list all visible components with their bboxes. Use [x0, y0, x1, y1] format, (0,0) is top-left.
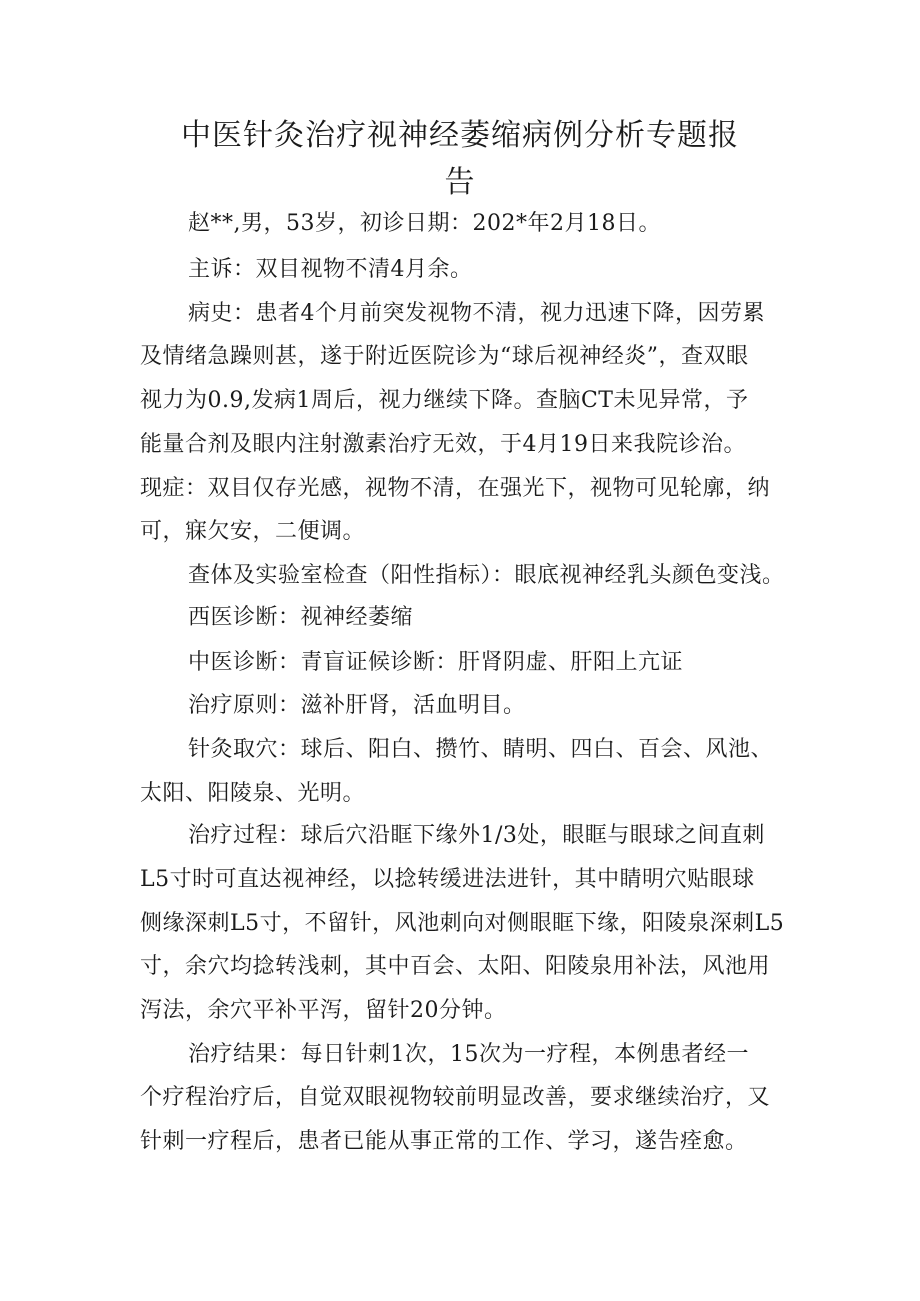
result-line-3: 针刺一疗程后，患者已能从事正常的工作、学习，遂告痊愈。	[140, 1129, 748, 1154]
chief-complaint-line: 主诉：双目视物不清4月余。	[188, 257, 473, 282]
document-title-line2: 告	[444, 165, 476, 200]
symptom-line-1: 现症：双目仅存光感，视物不清，在强光下，视物可见轮廓，纳	[140, 476, 771, 501]
western-diagnosis-line: 西医诊断：视神经萎缩	[188, 605, 414, 630]
procedure-line-2: L5寸时可直达视神经，以捻转缓进法进针，其中睛明穴贴眼球	[140, 867, 755, 892]
treatment-principle-line: 治疗原则：滋补肝肾，活血明目。	[188, 693, 526, 718]
document-title-line1: 中医针灸治疗视神经萎缩病例分析专题报	[181, 118, 739, 153]
procedure-line-1: 治疗过程：球后穴沿眶下缘外1/3处，眼眶与眼球之间直刺	[188, 823, 765, 848]
tcm-diagnosis-line: 中医诊断：青盲证候诊断：肝肾阴虚、肝阳上亢证	[188, 650, 684, 675]
procedure-line-3: 侧缘深刺L5寸，不留针，风池刺向对侧眼眶下缘，阳陵泉深刺L5	[140, 911, 785, 936]
history-line-3: 视力为0.9,发病1周后，视力继续下降。查脑CT未见异常，予	[140, 388, 749, 413]
result-line-2: 个疗程治疗后，自觉双眼视物较前明显改善，要求继续治疗，又	[140, 1085, 771, 1110]
procedure-line-4: 寸，余穴均捻转浅刺，其中百会、太阳、阳陵泉用补法，风池用	[140, 954, 771, 979]
acupoints-line-1: 针灸取穴：球后、阳白、攒竹、睛明、四白、百会、风池、	[188, 737, 774, 762]
procedure-line-5: 泻法，余穴平补平泻，留针20分钟。	[140, 998, 507, 1023]
exam-line: 查体及实验室检查（阳性指标）：眼底视神经乳头颜色变浅。	[188, 563, 785, 588]
history-line-1: 病史：患者4个月前突发视物不清，视力迅速下降，因劳累	[188, 301, 765, 326]
result-line-1: 治疗结果：每日针刺1次，15次为一疗程，本例患者经一	[188, 1042, 749, 1067]
history-line-4: 能量合剂及眼内注射激素治疗无效，于4月19日来我院诊治。	[140, 432, 746, 457]
history-line-2: 及情绪急躁则甚，遂于附近医院诊为“球后视神经炎”，查双眼	[140, 344, 749, 369]
symptom-line-2: 可，寐欠安，二便调。	[140, 519, 366, 544]
patient-info-line: 赵**,男，53岁，初诊日期：202*年2月18日。	[188, 211, 661, 236]
acupoints-line-2: 太阳、阳陵泉、光明。	[140, 781, 366, 806]
